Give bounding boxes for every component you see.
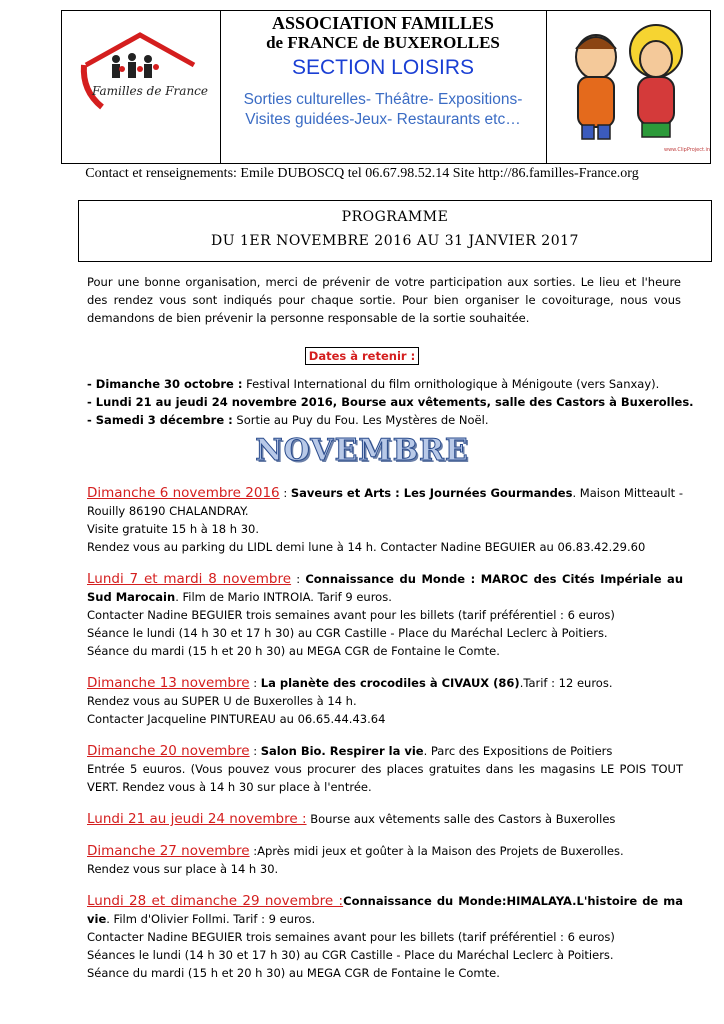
event-item (87, 742, 683, 796)
header-table (61, 10, 711, 164)
familles-de-france-logo (62, 11, 220, 163)
dates-list (87, 375, 697, 429)
dates-title-wrap (0, 345, 724, 364)
date-item-what: Festival International du film ornithologique à Ménigoute (vers Sanxay). (242, 377, 660, 391)
event-date: Lundi 7 et mardi 8 novembre (87, 571, 292, 587)
event-sep: : (291, 572, 306, 586)
event-title: Saveurs et Arts : Les Journées Gourmandes (290, 486, 573, 500)
date-item (87, 375, 697, 393)
event-line: Rendez vous sur place à 14 h 30. (87, 862, 279, 876)
event-title: Connaissance du Monde : MAROC des Cités Impériale au Sud Marocain (87, 572, 684, 604)
date-item-when: - Lundi 21 au jeudi 24 novembre 2016, (87, 395, 338, 409)
event-line: Visite gratuite 15 h à 18 h 30. (87, 522, 260, 536)
event-line: Contacter Nadine BEGUIER trois semaines avant pour les billets (tarif préférentiel : 6 euros) (87, 930, 615, 944)
event-line: Rendez vous au SUPER U de Buxerolles à 14 h. (87, 694, 357, 708)
event-date: Dimanche 6 novembre 2016 (87, 485, 280, 501)
events-list (87, 484, 683, 996)
contact-line: Contact et renseignements: Emile DUBOSCQ tel 06.67.98.52.14 Site http://86.familles-France.org (85, 166, 639, 181)
event-line: Séance le lundi (14 h 30 et 17 h 30) au CGR Castille - Place du Maréchal Leclerc à Poitiers. (87, 626, 608, 640)
cartoon-cell (546, 11, 710, 163)
event-rest: Après midi jeux et goûter à la Maison des Projets de Buxerolles. (257, 844, 624, 858)
image-caption: www.ClipProject.info (664, 147, 710, 153)
programme-title: PROGRAMME (341, 209, 449, 225)
event-item (87, 484, 683, 556)
assoc-subtitle: de FRANCE de BUXEROLLES (266, 33, 500, 52)
section-title: SECTION LOISIRS (291, 56, 475, 79)
event-sep: : (279, 486, 291, 500)
event-line: Entrée 5 euuros. (Vous pouvez vous procurer des places gratuites dans les magasins LE POIS TOUT VERT. Rendez vous à 14 h 30 sur place à l'entrée. (87, 762, 683, 794)
date-item-when: - Samedi 3 décembre : (87, 413, 233, 427)
event-item (87, 842, 683, 878)
date-item (87, 411, 697, 429)
event-line: Séances le lundi (14 h 30 et 17 h 30) au CGR Castille - Place du Maréchal Leclerc à Poitiers. (87, 948, 614, 962)
date-item-when: - Dimanche 30 octobre : (87, 377, 243, 391)
event-sep: : (249, 676, 261, 690)
event-sep: : (249, 744, 261, 758)
event-date: Dimanche 20 novembre (87, 743, 250, 759)
programme-box (78, 200, 712, 262)
event-item (87, 810, 683, 828)
dates-title: Dates à retenir : (305, 347, 419, 365)
cartoon-couple-illustration (546, 11, 710, 163)
event-line: Contacter Jacqueline PINTUREAU au 06.65.44.43.64 (87, 712, 386, 726)
event-line: Séance du mardi (15 h et 20 h 30) au MEGA CGR de Fontaine le Comte. (87, 644, 500, 658)
programme-period: DU 1ER NOVEMBRE 2016 AU 31 JANVIER 2017 (211, 233, 579, 249)
event-rest: . Film de Mario INTROIA. Tarif 9 euros. (175, 590, 392, 604)
header-center (220, 11, 547, 163)
assoc-title: ASSOCIATION FAMILLES (272, 13, 494, 33)
logo-cell (62, 11, 221, 163)
month-heading: NOVEMBRE (255, 433, 469, 468)
event-date: Lundi 21 au jeudi 24 novembre : (87, 811, 307, 827)
date-item (87, 393, 697, 411)
date-item-what: Bourse aux vêtements, salle des Castors à Buxerolles. (337, 395, 694, 409)
event-title: La planète des crocodiles à CIVAUX (86) (260, 676, 520, 690)
date-item-what: Sortie au Puy du Fou. Les Mystères de Noël. (232, 413, 489, 427)
event-title: Salon Bio. Respirer la vie (260, 744, 424, 758)
event-item (87, 570, 683, 660)
event-date: Lundi 28 et dimanche 29 novembre : (87, 893, 344, 909)
event-date: Dimanche 27 novembre (87, 843, 250, 859)
event-item (87, 674, 683, 728)
event-line: Séance du mardi (15 h et 20 h 30) au MEGA CGR de Fontaine le Comte. (87, 966, 500, 980)
intro-paragraph: Pour une bonne organisation, merci de prévenir de votre participation aux sorties. Le lieu et l'heure des rendez vous sont indiqués pour chaque sortie. Pour bien organiser le covoiturage, nous vous demandons de bien prévenir la personne responsable de la sortie souhaitée. (87, 275, 681, 325)
event-title: Connaissance du Monde:HIMALAYA.L'histoire de ma vie (87, 894, 683, 926)
event-line: Contacter Nadine BEGUIER trois semaines avant pour les billets (tarif préférentiel : 6 euros) (87, 608, 615, 622)
section-description: Sorties culturelles- Théâtre- Expositions- Visites guidées-Jeux- Restaurants etc… (243, 91, 523, 128)
event-rest: . Parc des Expositions de Poitiers (423, 744, 613, 758)
event-rest: . Maison Mitteault - Rouilly 86190 CHALANDRAY. (87, 486, 684, 518)
event-rest: .Tarif : 12 euros. (519, 676, 613, 690)
event-date: Dimanche 13 novembre (87, 675, 250, 691)
event-rest: . Film d'Olivier Follmi. Tarif : 9 euros. (106, 912, 316, 926)
event-rest: Bourse aux vêtements salle des Castors à Buxerolles (310, 812, 616, 826)
event-sep: : (249, 844, 258, 858)
logo-text: Familles de France (92, 84, 208, 98)
event-line: Rendez vous au parking du LIDL demi lune à 14 h. Contacter Nadine BEGUIER au 06.83.42.29.60 (87, 540, 646, 554)
event-item (87, 892, 683, 982)
